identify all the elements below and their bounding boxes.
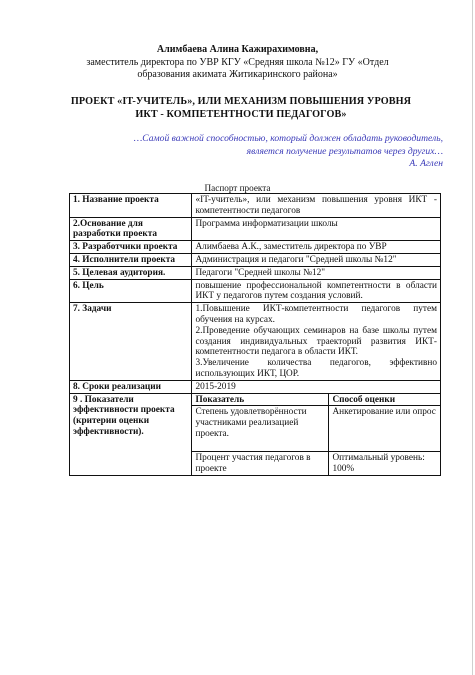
epigraph-line-2: является получение результатов через других… (246, 145, 443, 157)
row-label: 1. Название проекта (70, 194, 192, 218)
table-row (70, 253, 441, 266)
table-row (70, 279, 441, 303)
table-caption: Паспорт проекта (204, 183, 271, 193)
row-value: Программа информатизации школы (192, 217, 441, 241)
author-name: Алимбаева Алина Кажирахимовна, (156, 44, 319, 55)
assessment-cell: Анкетирование или опрос (329, 406, 441, 452)
row-value: Администрация и педагоги "Средней школы №12" (192, 253, 441, 266)
row-value: Алимбаева А.К., заместитель директора по УВР (192, 241, 441, 254)
indicator-header: Показатель (192, 393, 329, 406)
assessment-header: Способ оценки (329, 393, 441, 406)
row-value: 2015-2019 (192, 380, 441, 393)
row-label: 7. Задачи (70, 303, 192, 381)
title-line-1: ПРОЕКТ «IT-УЧИТЕЛЬ», ИЛИ МЕХАНИЗМ ПОВЫШЕНИЯ УРОВНЯ (70, 96, 412, 107)
row-label: 4. Исполнители проекта (70, 253, 192, 266)
title-line-2: ИКТ - КОМПЕТЕНТНОСТИ ПЕДАГОГОВ» (135, 108, 347, 120)
epigraph-line-1: …Самой важной способностью, который должен обладать руководитель, (133, 133, 443, 144)
project-passport-table (69, 193, 441, 476)
table-row (70, 241, 441, 254)
row-value: повышение профессиональной компетентности в области ИКТ у педагогов путем создания условий. (192, 279, 441, 303)
author-position-line-2: образования акимата Житикаринского района» (137, 69, 338, 81)
task-item: 1.Повышение ИКТ-компетентности педагогов путем обучения на курсах. (195, 304, 437, 325)
assessment-cell: Оптимальный уровень: 100% (329, 452, 441, 476)
row-label: 9 . Показатели эффективности проекта (критерии оценки эффективности). (70, 393, 192, 476)
table-row (70, 303, 441, 381)
author-block (40, 44, 435, 82)
task-item: 3.Увеличение количества педагогов, эффективно использующих ИКТ, ЦОР. (195, 358, 437, 379)
epigraph-author: А. Аглен (409, 158, 443, 170)
task-item: 2.Проведение обучающих семинаров на базе школы путем создания индивидуальных траекторий развития ИКТ-компетентности педагога в области ИКТ. (195, 325, 437, 358)
page-edge (472, 0, 473, 675)
table-row (70, 266, 441, 279)
row-label: 6. Цель (70, 279, 192, 303)
indicator-cell: Процент участия педагогов в проекте (192, 452, 329, 476)
row-value (192, 303, 441, 381)
row-value: Педагоги "Средней школы №12" (192, 266, 441, 279)
table-row (70, 380, 441, 393)
author-position-line-1: заместитель директора по УВР КГУ «Средняя школа №12» ГУ «Отдел (86, 56, 389, 68)
row-value: «IT-учитель», или механизм повышения уровня ИКТ - компетентности педагогов (192, 194, 441, 218)
row-label: 2.Основание для разработки проекта (70, 217, 192, 241)
indicator-cell: Степень удовлетворённости участниками реализацией проекта. (192, 406, 329, 452)
table-row (70, 194, 441, 218)
table-row (70, 393, 441, 406)
table-row (70, 217, 441, 241)
row-label: 3. Разработчики проекта (70, 241, 192, 254)
epigraph (53, 133, 443, 171)
row-label: 5. Целевая аудитория. (70, 266, 192, 279)
row-label: 8. Сроки реализации (70, 380, 192, 393)
document-title (56, 96, 426, 121)
